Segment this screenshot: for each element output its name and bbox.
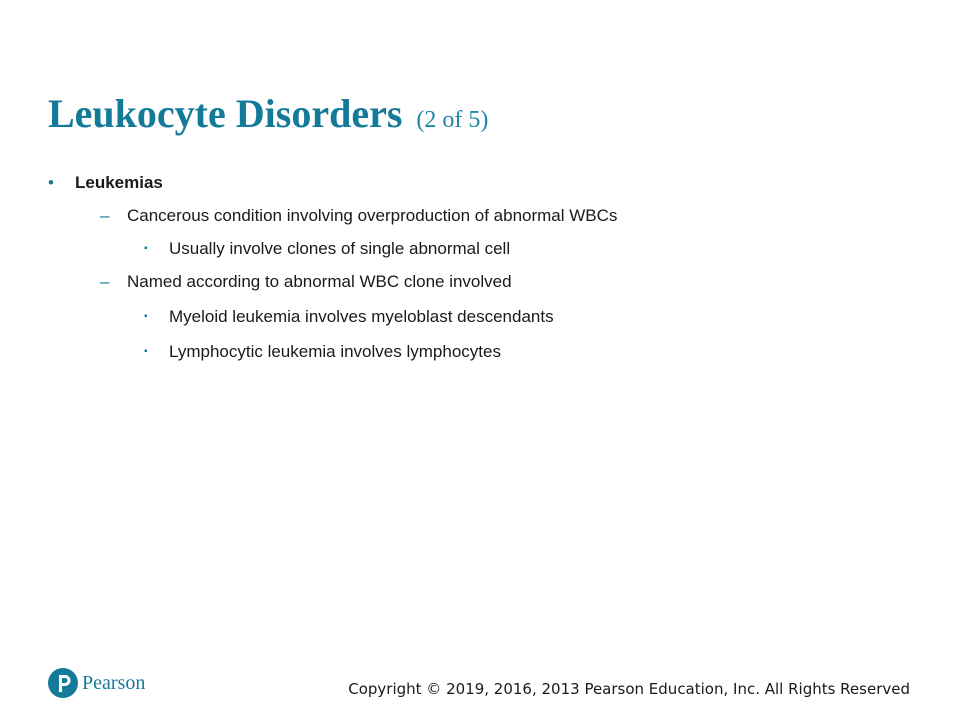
copyright-text: Copyright © 2019, 2016, 2013 Pearson Education, Inc. All Rights Reserved [348, 680, 910, 698]
bullet-marker: ▪ [144, 346, 148, 357]
bullet-text: Usually involve clones of single abnormal cell [169, 239, 511, 258]
bullet-marker: • [48, 173, 54, 192]
slide-title-sub: (2 of 5) [416, 107, 489, 133]
bullet-text: Leukemias [75, 173, 163, 192]
bullet-marker: ▪ [144, 311, 148, 322]
bullet-marker: – [100, 272, 110, 291]
bullet-marker: – [100, 206, 110, 225]
bullet-text: Cancerous condition involving overproduction of abnormal WBCs [127, 206, 618, 225]
bullet-text: Myeloid leukemia involves myeloblast descendants [169, 307, 554, 326]
bullet-text: Named according to abnormal WBC clone involved [127, 272, 512, 291]
bullet-marker: ▪ [144, 243, 148, 254]
pearson-p-icon [48, 668, 78, 698]
slide-title-main: Leukocyte Disorders [48, 91, 403, 136]
logo-text: Pearson [82, 672, 146, 694]
bullet-text: Lymphocytic leukemia involves lymphocytes [169, 342, 501, 361]
slide-title [48, 88, 488, 146]
